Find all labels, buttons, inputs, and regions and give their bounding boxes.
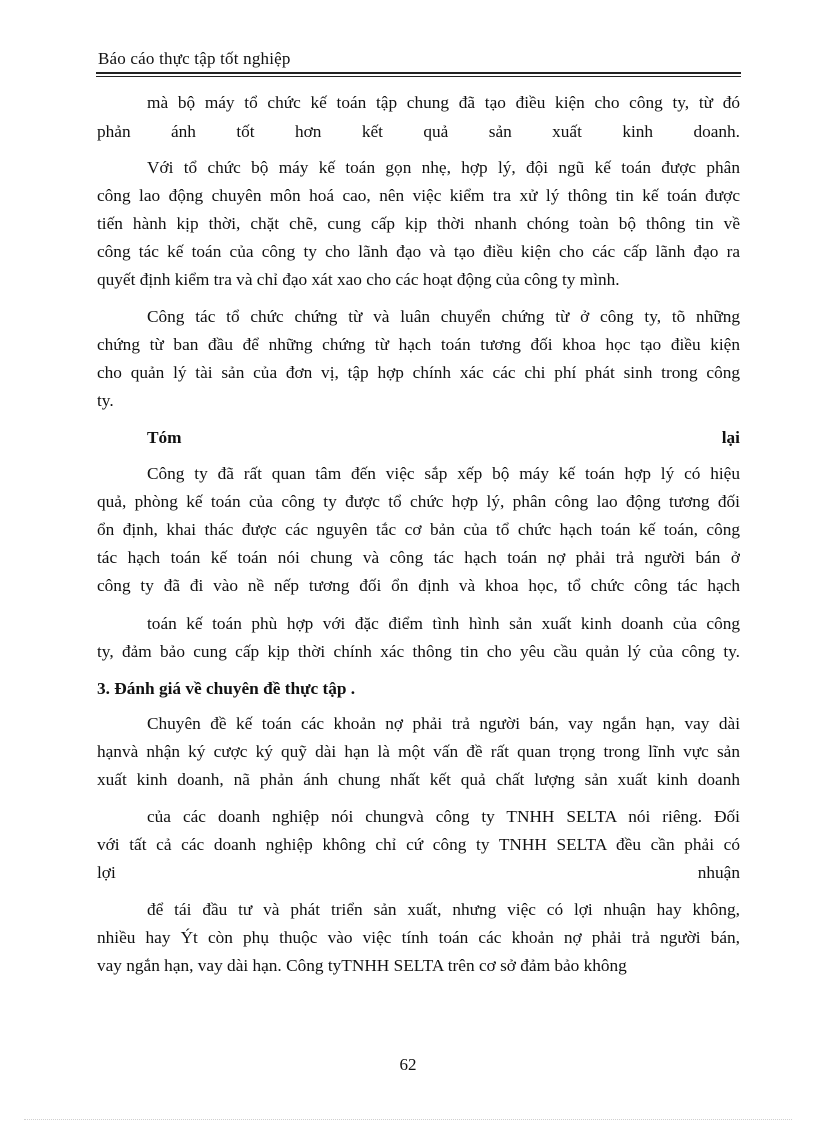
text-line: tiến hành kịp thời, chặt chẽ, cung cấp kịp thời nhanh chóng toàn bộ thông tin về xyxy=(97,214,740,233)
page-number: 62 xyxy=(399,1055,417,1074)
text-line: công ty đã đi vào nề nếp tương đối ổn định và khoa học, tổ chức công tác hạch xyxy=(97,576,740,595)
text-line: mà bộ máy tổ chức kế toán tập chung đã tạo điều kiện cho công ty, từ đó xyxy=(147,93,740,112)
text-line: Chuyên đề kế toán các khoản nợ phải trả người bán, vay ngắn hạn, vay dài xyxy=(147,714,740,733)
page-bottom-border xyxy=(24,1119,792,1120)
section-heading: 3. Đánh giá về chuyên đề thực tập . xyxy=(97,679,356,698)
text-line: nhiều hay Ýt còn phụ thuộc vào việc tính toán các khoản nợ phải trả người bán, xyxy=(97,928,740,947)
summary-heading: Tóm lại xyxy=(147,428,740,447)
text-line: cho quản lý tài sản của đơn vị, tập hợp chính xác các chi phí phát sinh trong công xyxy=(97,363,740,382)
text-line: để tái đầu tư và phát triển sản xuất, nhưng việc có lợi nhuận hay không, xyxy=(147,900,740,919)
text-line: toán kế toán phù hợp với đặc điểm tình hình sản xuất kinh doanh của công xyxy=(147,614,740,633)
text-line: công lao động chuyên môn hoá cao, nên việc kiểm tra xử lý thông tin kế toán được xyxy=(97,186,740,205)
text-line: xuất kinh doanh, nã phản ánh chung nhất kết quả chất lượng sản xuất kinh doanh xyxy=(97,770,740,789)
text-line: ty, đảm bảo cung cấp kịp thời chính xác thông tin cho yêu cầu quản lý của công ty. xyxy=(97,642,740,661)
text-line: Công tác tổ chức chứng từ và luân chuyển chứng từ ở công ty, tõ những xyxy=(147,307,740,326)
text-line: với tất cả các doanh nghiệp không chỉ cứ công ty TNHH SELTA đều cần phải có xyxy=(97,835,740,854)
text-line: vay ngắn hạn, vay dài hạn. Công tyTNHH SELTA trên cơ sở đảm bảo không xyxy=(97,956,627,975)
text-line: tác hạch toán kế toán nói chung và công tác hạch toán nợ phải trả người bán ở xyxy=(97,548,740,567)
text-line: của các doanh nghiệp nói chungvà công ty TNHH SELTA nói riêng. Đối xyxy=(147,807,740,826)
text-line: ty. xyxy=(97,391,114,410)
text-line: công tác kế toán của công ty cho lãnh đạo và tạo điều kiện cho các cấp lãnh đạo ra xyxy=(97,242,740,261)
text-line: lợi nhuận xyxy=(97,863,740,882)
header-title: Báo cáo thực tập tốt nghiệp xyxy=(98,49,291,68)
text-line: phản ánh tốt hơn kết quả sản xuất kinh doanh. xyxy=(97,122,740,141)
text-line: chứng từ ban đầu để những chứng từ hạch toán tương đối khoa học tạo điều kiện xyxy=(97,335,740,354)
header-rule-thin xyxy=(96,76,741,77)
text-line: ổn định, khai thác được các nguyên tắc cơ bản của tổ chức hạch toán kế toán, công xyxy=(97,520,740,539)
text-line: quả, phòng kế toán của công ty được tổ chức hợp lý, phân công lao động tương đối xyxy=(97,492,740,511)
text-line: quyết định kiểm tra và chỉ đạo xát xao cho các hoạt động của công ty mình. xyxy=(97,270,620,289)
header-rule-thick xyxy=(96,72,741,74)
text-line: Công ty đã rất quan tâm đến việc sắp xếp bộ máy kế toán hợp lý có hiệu xyxy=(147,464,740,483)
text-line: hạnvà nhận ký cược ký quỹ dài hạn là một vấn đề rất quan trọng trong lĩnh vực sản xyxy=(97,742,740,761)
text-line: Với tổ chức bộ máy kế toán gọn nhẹ, hợp lý, đội ngũ kế toán được phân xyxy=(147,158,740,177)
